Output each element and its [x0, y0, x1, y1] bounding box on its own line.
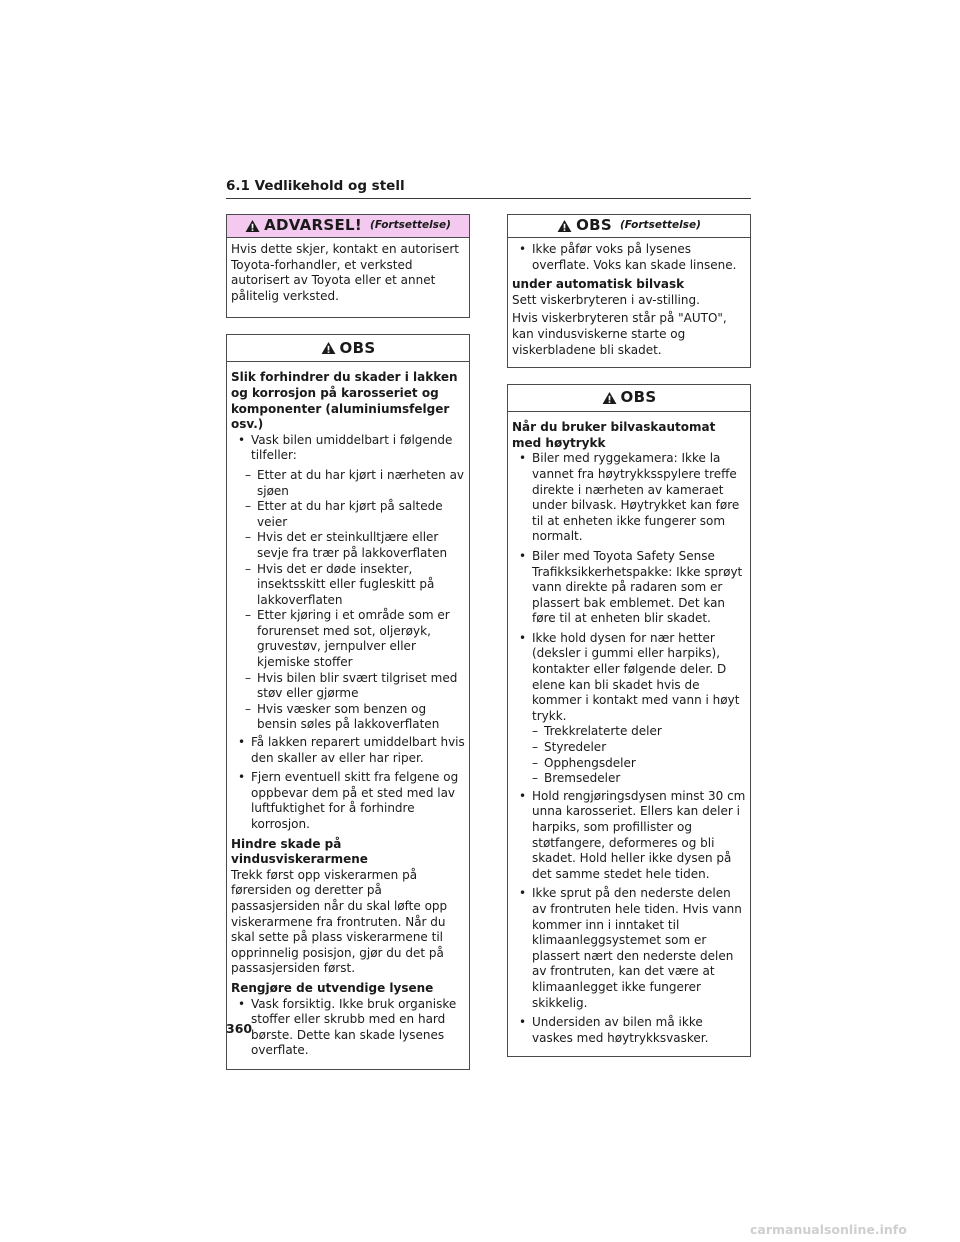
right-column	[507, 214, 751, 1073]
notice-title: OBS	[576, 216, 612, 235]
list-item: • Vask bilen umiddelbart i følgende tilfeller:	[238, 432, 453, 463]
notice-heading: Hindre skade på vindusviskerarmene	[231, 836, 368, 867]
notice-heading: Rengjøre de utvendige lysene	[231, 980, 434, 995]
notice-box-pressure-wash	[507, 384, 751, 1057]
notice-box-header	[227, 335, 469, 362]
dash-item: – Etter at du har kjørt på saltede veier	[245, 499, 443, 529]
dash-item: – Hvis bilen blir svært tilgriset med støv eller gjørme	[245, 670, 458, 701]
dash-item: – Etter kjøring i et område som er forurenset med sot, oljerøyk, gruvestøv, jernpulver eller kjemiske stoffer	[245, 608, 450, 670]
section-title: 6.1 Vedlikehold og stell	[226, 178, 405, 194]
notice-paragraph: Hvis viskerbryteren står på "AUTO", kan vindusviskerne starte og viskerbladene bli skadet.	[512, 311, 727, 357]
list-item: • Biler med ryggekamera: Ikke la vannet fra høytrykksspylere treffe direkte i nærheten av kameraet under bilvask. Høytrykket kan føre til at enheten ikke fungerer som normalt.	[519, 451, 740, 544]
dash-item: – Hvis det er døde insekter, insektsskitt eller fugleskitt på lakkoverflaten	[245, 561, 435, 607]
warning-triangle-icon	[245, 219, 260, 233]
list-item: • Fjern eventuell skitt fra felgene og oppbevar dem på et sted med lav luftfuktighet for å forhindre korrosjon.	[238, 770, 459, 831]
notice-continued-label: (Fortsettelse)	[620, 219, 701, 232]
list-item: • Ikke sprut på den nederste delen av frontruten hele tiden. Hvis vann kommer inn i inntaket til klimaanleggsystemet som er plassert nært den nederste delen av frontruten, kan det være at klimaanlegget ikke fungerer skikkelig.	[519, 886, 742, 1010]
list-item: • Vask forsiktig. Ikke bruk organiske stoffer eller skrubb med en hard børste. Dette kan skade lysenes overflate.	[238, 996, 457, 1058]
warning-triangle-icon	[321, 341, 336, 355]
warning-triangle-icon	[602, 391, 617, 405]
warning-box	[226, 214, 470, 318]
warning-text: Hvis dette skjer, kontakt en autorisert Toyota-forhandler, et verksted autorisert av Toyota eller et annet pålitelig verksted.	[231, 242, 459, 303]
notice-paragraph: Trekk først opp viskerarmen på førersiden og deretter på passasjersiden når du skal løfte opp viskerarmene fra frontruten. Når du skal sette på plass viskerarmene til opprinnelig posisjon, gjør du det på passasjersiden først.	[231, 867, 448, 976]
notice-box-header	[508, 215, 750, 238]
dash-item: – Bremsedeler	[532, 771, 621, 786]
dash-item: – Styredeler	[532, 740, 607, 755]
dash-item: – Trekkrelaterte deler	[532, 724, 662, 739]
warning-continued-label: (Fortsettelse)	[370, 219, 451, 232]
watermark: carmanualsonline.info	[750, 1222, 907, 1237]
list-item: • Biler med Toyota Safety Sense Trafikksikkerhetspakke: Ikke sprøyt vann direkte på radaren som er plassert bak emblemet. Det kan føre til at enheten blir skadet.	[519, 548, 743, 626]
notice-box-continued	[507, 214, 751, 368]
list-item: • Ikke påfør voks på lysenes overflate. Voks kan skade linsene.	[519, 242, 737, 272]
notice-box-header	[508, 385, 750, 412]
dash-item: – Etter at du har kjørt i nærheten av sjøen	[245, 467, 465, 498]
dash-item: – Hvis det er steinkulltjære eller sevje fra trær på lakkoverflaten	[245, 530, 448, 560]
list-item: • Få lakken reparert umiddelbart hvis den skaller av eller har riper.	[238, 735, 465, 765]
section-header	[226, 178, 751, 199]
notice-paragraph: Sett viskerbryteren i av-stilling.	[512, 292, 700, 307]
list-item: • Hold rengjøringsdysen minst 30 cm unna karosseriet. Ellers kan deler i harpiks, som profillister og støtfangere, deformeres og bli skadet. Hold heller ikke dysen på det samme stedet hele tiden.	[519, 788, 746, 881]
dash-item: – Hvis væsker som benzen og bensin søles på lakkoverflaten	[245, 701, 440, 732]
page-number: 360	[226, 1021, 253, 1036]
dash-item: – Opphengsdeler	[532, 755, 636, 770]
notice-heading: under automatisk bilvask	[512, 277, 685, 292]
list-item: • Ikke hold dysen for nær hetter (deksler i gummi eller harpiks), kontakter eller følgende deler. D elene kan bli skadet hvis de kommer i kontakt med vann i høyt trykk.	[519, 630, 740, 723]
notice-title: OBS	[620, 388, 657, 407]
left-column	[226, 214, 470, 1086]
warning-triangle-icon	[557, 219, 572, 233]
warning-box-header	[227, 215, 469, 238]
list-item: • Undersiden av bilen må ikke vaskes med høytrykksvasker.	[519, 1015, 709, 1045]
notice-heading: Når du bruker bilvaskautomat med høytrykk	[512, 420, 716, 450]
warning-title: ADVARSEL!	[264, 216, 363, 235]
notice-heading: Slik forhindrer du skader i lakken og korrosjon på karosseriet og komponenter (aluminiumsfelger osv.)	[231, 370, 458, 432]
notice-box-paint	[226, 334, 470, 1070]
notice-title: OBS	[339, 338, 376, 357]
